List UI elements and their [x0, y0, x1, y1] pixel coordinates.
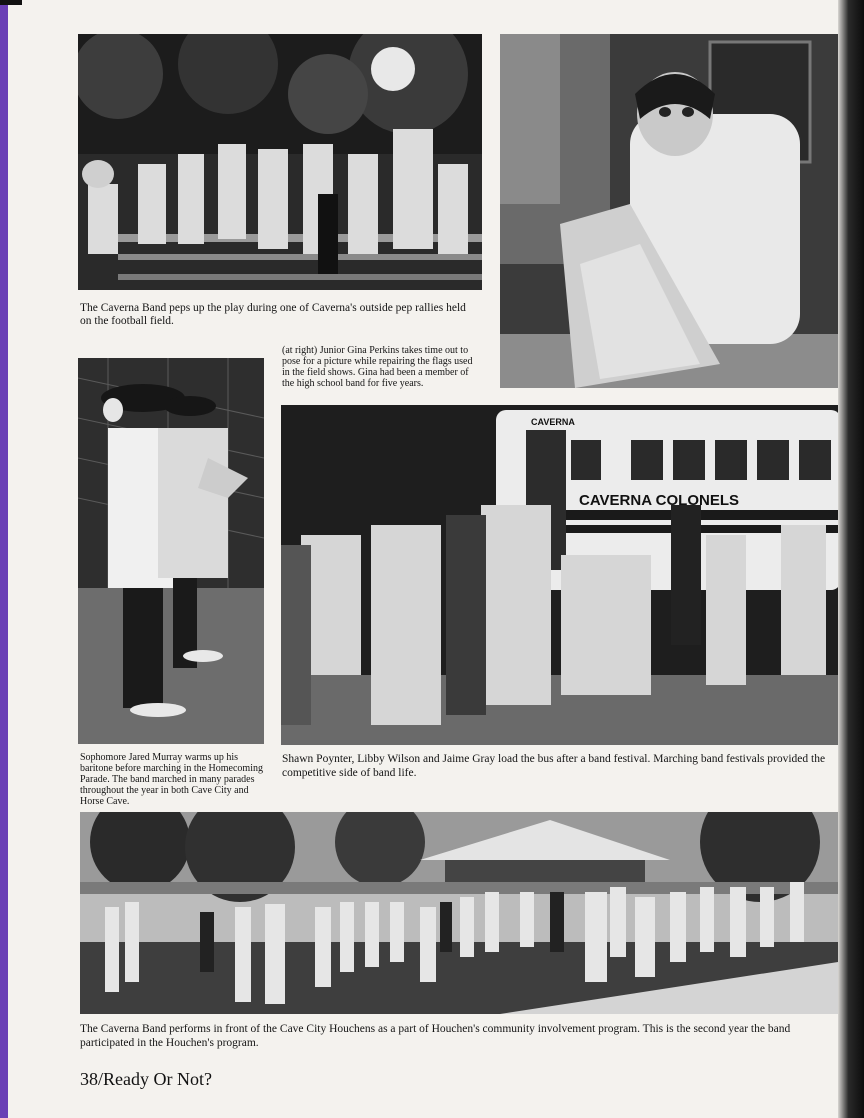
caption-bus: Shawn Poynter, Libby Wilson and Jaime Gray load the bus after a band festival. Marching band festivals provided the competitive side of band life. [282, 753, 826, 779]
bus-front-sign: CAVERNA [531, 417, 575, 427]
caption-jared-murray: Sophomore Jared Murray warms up his baritone before marching in the Homecoming Parade. The band marched in many parades throughout the year in both Cave City and Horse Cave. [80, 752, 263, 807]
bus-side-sign: CAVERNA COLONELS [579, 492, 740, 509]
caption-houchens: The Caverna Band performs in front of the Cave City Houchens as a part of Houchen's community involvement program. This is the second year the band participated in the Houchen's program. [80, 1023, 791, 1049]
caption-pep-rally: The Caverna Band peps up the play during one of Caverna's outside pep rallies held on the football field. [80, 302, 466, 327]
photo-gina-perkins [500, 34, 838, 388]
photo-houchens-performance [80, 812, 838, 1014]
page-left-edge [0, 0, 8, 1118]
photo-band-pep-rally [78, 34, 482, 290]
corner-mark [0, 0, 22, 5]
page-binding-edge [838, 0, 864, 1118]
photo-loading-bus [281, 405, 838, 745]
page-folio: 38/Ready Or Not? [80, 1069, 212, 1089]
photo-jared-murray [78, 358, 264, 744]
caption-gina-perkins: (at right) Junior Gina Perkins takes time out to pose for a picture while repairing the flags used in the field shows. Gina had been a member of the high school band for five years. [282, 345, 473, 389]
